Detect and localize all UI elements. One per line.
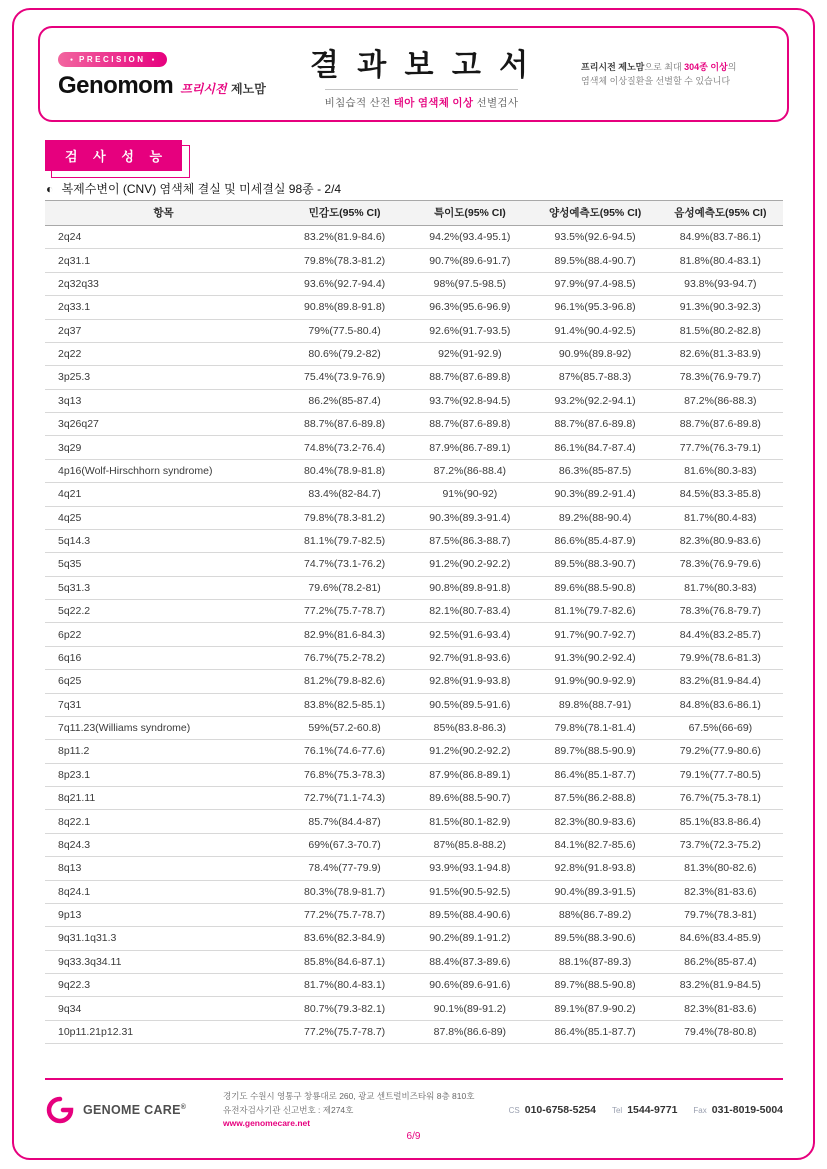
value-cell: 77.7%(76.3-79.1) — [658, 436, 783, 459]
badge-label: PRECISION — [79, 55, 146, 65]
table-row — [45, 296, 783, 319]
value-cell: 91.2%(90.2-92.2) — [407, 553, 532, 576]
table-row — [45, 693, 783, 716]
value-cell: 92%(91-92.9) — [407, 342, 532, 365]
table-row — [45, 553, 783, 576]
item-cell: 7q31 — [45, 693, 282, 716]
value-cell: 78.3%(76.9-79.6) — [658, 553, 783, 576]
brand-korean-name: 프리시전 제노맘 — [180, 82, 266, 97]
item-cell: 2q37 — [45, 319, 282, 342]
value-cell: 82.1%(80.7-83.4) — [407, 600, 532, 623]
value-cell: 80.3%(78.9-81.7) — [282, 880, 407, 903]
company-address — [223, 1090, 509, 1131]
column-header: 특이도(95% CI) — [407, 201, 532, 226]
value-cell: 77.2%(75.7-78.7) — [282, 600, 407, 623]
item-cell: 2q22 — [45, 342, 282, 365]
value-cell: 89.5%(88.3-90.6) — [533, 927, 658, 950]
value-cell: 90.4%(89.3-91.5) — [533, 880, 658, 903]
value-cell: 90.3%(89.2-91.4) — [533, 483, 658, 506]
value-cell: 79.8%(78.1-81.4) — [533, 716, 658, 739]
report-subtitle: 비침습적 산전 태아 염색체 이상 선별검사 — [325, 89, 519, 110]
performance-table-head — [45, 201, 783, 226]
value-cell: 91.4%(90.4-92.5) — [533, 319, 658, 342]
value-cell: 81.7%(80.3-83) — [658, 576, 783, 599]
table-row — [45, 1020, 783, 1043]
value-cell: 81.2%(79.8-82.6) — [282, 670, 407, 693]
half-circle-icon: ◐ — [46, 182, 54, 196]
registered-mark: ® — [180, 1104, 187, 1112]
table-row — [45, 670, 783, 693]
value-cell: 88.7%(87.6-89.8) — [658, 413, 783, 436]
section-title: 검 사 성 능 — [45, 140, 182, 171]
value-cell: 82.3%(81-83.6) — [658, 997, 783, 1020]
value-cell: 88.7%(87.6-89.8) — [533, 413, 658, 436]
value-cell: 91.2%(90.2-92.2) — [407, 740, 532, 763]
item-cell: 4p16(Wolf-Hirschhorn syndrome) — [45, 459, 282, 482]
table-row — [45, 576, 783, 599]
table-row — [45, 716, 783, 739]
value-cell: 82.3%(80.9-83.6) — [533, 810, 658, 833]
item-cell: 9q33.3q34.11 — [45, 950, 282, 973]
value-cell: 80.4%(78.9-81.8) — [282, 459, 407, 482]
value-cell: 89.8%(88.7-91) — [533, 693, 658, 716]
section-header — [45, 140, 182, 171]
item-cell: 8p11.2 — [45, 740, 282, 763]
section-title-box — [45, 140, 182, 171]
table-row — [45, 413, 783, 436]
table-row — [45, 389, 783, 412]
value-cell: 79.4%(78-80.8) — [658, 1020, 783, 1043]
table-row — [45, 950, 783, 973]
brand-block — [58, 48, 270, 101]
value-cell: 96.1%(95.3-96.8) — [533, 296, 658, 319]
value-cell: 90.9%(89.8-92) — [533, 342, 658, 365]
table-row — [45, 600, 783, 623]
precision-badge — [58, 52, 167, 67]
value-cell: 87.9%(86.7-89.1) — [407, 436, 532, 459]
item-cell: 10p11.21p12.31 — [45, 1020, 282, 1043]
table-row — [45, 927, 783, 950]
value-cell: 90.5%(89.5-91.6) — [407, 693, 532, 716]
contact-value: 1544-9771 — [627, 1104, 678, 1117]
value-cell: 91.3%(90.2-92.4) — [533, 646, 658, 669]
value-cell: 85.1%(83.8-86.4) — [658, 810, 783, 833]
value-cell: 80.6%(79.2-82) — [282, 342, 407, 365]
item-cell: 8q22.1 — [45, 810, 282, 833]
item-cell: 3q13 — [45, 389, 282, 412]
performance-table-head-row — [45, 201, 783, 226]
contact-item — [612, 1104, 677, 1116]
value-cell: 76.7%(75.2-78.2) — [282, 646, 407, 669]
value-cell: 87%(85.7-88.3) — [533, 366, 658, 389]
value-cell: 76.7%(75.3-78.1) — [658, 787, 783, 810]
table-row — [45, 436, 783, 459]
value-cell: 87.8%(86.6-89) — [407, 1020, 532, 1043]
item-cell: 8q24.3 — [45, 833, 282, 856]
value-cell: 81.6%(80.3-83) — [658, 459, 783, 482]
table-row — [45, 857, 783, 880]
value-cell: 89.5%(88.4-90.6) — [407, 903, 532, 926]
value-cell: 91.7%(90.7-92.7) — [533, 623, 658, 646]
value-cell: 92.8%(91.9-93.8) — [407, 670, 532, 693]
value-cell: 84.8%(83.6-86.1) — [658, 693, 783, 716]
value-cell: 88.7%(87.6-89.8) — [407, 413, 532, 436]
table-row — [45, 226, 783, 249]
item-cell: 3q29 — [45, 436, 282, 459]
title-block — [270, 38, 573, 111]
performance-table — [45, 200, 783, 1044]
value-cell: 96.3%(95.6-96.9) — [407, 296, 532, 319]
item-cell: 2q32q33 — [45, 272, 282, 295]
company-logo — [45, 1095, 223, 1125]
value-cell: 88.1%(87-89.3) — [533, 950, 658, 973]
value-cell: 92.5%(91.6-93.4) — [407, 623, 532, 646]
value-cell: 79.2%(77.9-80.6) — [658, 740, 783, 763]
contact-label: Tel — [611, 1106, 623, 1116]
value-cell: 89.7%(88.5-90.8) — [533, 974, 658, 997]
value-cell: 91.3%(90.3-92.3) — [658, 296, 783, 319]
table-row — [45, 366, 783, 389]
table-row — [45, 903, 783, 926]
performance-table-body — [45, 226, 783, 1044]
value-cell: 78.3%(76.9-79.7) — [658, 366, 783, 389]
value-cell: 83.4%(82-84.7) — [282, 483, 407, 506]
item-cell: 8q21.11 — [45, 787, 282, 810]
value-cell: 77.2%(75.7-78.7) — [282, 1020, 407, 1043]
table-row — [45, 810, 783, 833]
footer — [45, 1090, 783, 1131]
value-cell: 88.7%(87.6-89.8) — [407, 366, 532, 389]
item-cell: 5q22.2 — [45, 600, 282, 623]
value-cell: 90.3%(89.3-91.4) — [407, 506, 532, 529]
item-cell: 5q31.3 — [45, 576, 282, 599]
value-cell: 74.8%(73.2-76.4) — [282, 436, 407, 459]
value-cell: 89.6%(88.5-90.8) — [533, 576, 658, 599]
value-cell: 85.7%(84.4-87) — [282, 810, 407, 833]
value-cell: 82.9%(81.6-84.3) — [282, 623, 407, 646]
value-cell: 82.6%(81.3-83.9) — [658, 342, 783, 365]
value-cell: 88%(86.7-89.2) — [533, 903, 658, 926]
value-cell: 69%(67.3-70.7) — [282, 833, 407, 856]
value-cell: 86.2%(85-87.4) — [658, 950, 783, 973]
value-cell: 87.5%(86.2-88.8) — [533, 787, 658, 810]
table-row — [45, 342, 783, 365]
table-row — [45, 646, 783, 669]
value-cell: 98%(97.5-98.5) — [407, 272, 532, 295]
value-cell: 81.3%(80-82.6) — [658, 857, 783, 880]
item-cell: 8p23.1 — [45, 763, 282, 786]
value-cell: 92.6%(91.7-93.5) — [407, 319, 532, 342]
value-cell: 87.2%(86-88.3) — [658, 389, 783, 412]
value-cell: 72.7%(71.1-74.3) — [282, 787, 407, 810]
table-row — [45, 459, 783, 482]
item-cell: 5q35 — [45, 553, 282, 576]
value-cell: 84.1%(82.7-85.6) — [533, 833, 658, 856]
value-cell: 87%(85.8-88.2) — [407, 833, 532, 856]
item-cell: 6q25 — [45, 670, 282, 693]
value-cell: 79.8%(78.3-81.2) — [282, 506, 407, 529]
footer-divider — [45, 1078, 783, 1080]
value-cell: 78.4%(77-79.9) — [282, 857, 407, 880]
value-cell: 82.3%(81-83.6) — [658, 880, 783, 903]
value-cell: 87.5%(86.3-88.7) — [407, 529, 532, 552]
value-cell: 91%(90-92) — [407, 483, 532, 506]
item-cell: 9q31.1q31.3 — [45, 927, 282, 950]
value-cell: 89.5%(88.4-90.7) — [533, 249, 658, 272]
value-cell: 87.2%(86-88.4) — [407, 459, 532, 482]
value-cell: 90.6%(89.6-91.6) — [407, 974, 532, 997]
value-cell: 89.2%(88-90.4) — [533, 506, 658, 529]
value-cell: 93.5%(92.6-94.5) — [533, 226, 658, 249]
value-cell: 84.6%(83.4-85.9) — [658, 927, 783, 950]
item-cell: 6p22 — [45, 623, 282, 646]
table-row — [45, 506, 783, 529]
value-cell: 81.1%(79.7-82.6) — [533, 600, 658, 623]
table-row — [45, 319, 783, 342]
contact-item — [509, 1104, 596, 1116]
value-cell: 93.8%(93-94.7) — [658, 272, 783, 295]
item-cell: 3p25.3 — [45, 366, 282, 389]
value-cell: 89.6%(88.5-90.7) — [407, 787, 532, 810]
value-cell: 86.4%(85.1-87.7) — [533, 763, 658, 786]
value-cell: 90.7%(89.6-91.7) — [407, 249, 532, 272]
value-cell: 79%(77.5-80.4) — [282, 319, 407, 342]
value-cell: 79.1%(77.7-80.5) — [658, 763, 783, 786]
table-row — [45, 880, 783, 903]
website-link[interactable]: www.genomecare.net — [223, 1118, 311, 1129]
table-row — [45, 974, 783, 997]
value-cell: 83.2%(81.9-84.6) — [282, 226, 407, 249]
value-cell: 94.2%(93.4-95.1) — [407, 226, 532, 249]
header-description: 프리시전 제노맘으로 최대 304종 이상의 염색체 이상질환을 선별할 수 있습니다 — [581, 61, 737, 86]
value-cell: 97.9%(97.4-98.5) — [533, 272, 658, 295]
item-cell: 9q22.3 — [45, 974, 282, 997]
table-caption — [46, 180, 341, 197]
report-header — [38, 26, 789, 122]
item-cell: 9p13 — [45, 903, 282, 926]
value-cell: 81.7%(80.4-83.1) — [282, 974, 407, 997]
value-cell: 86.3%(85-87.5) — [533, 459, 658, 482]
value-cell: 83.8%(82.5-85.1) — [282, 693, 407, 716]
company-name: GENOME CARE® — [83, 1103, 187, 1118]
value-cell: 87.9%(86.8-89.1) — [407, 763, 532, 786]
contact-label: Fax — [693, 1106, 707, 1116]
value-cell: 80.7%(79.3-82.1) — [282, 997, 407, 1020]
value-cell: 91.5%(90.5-92.5) — [407, 880, 532, 903]
value-cell: 67.5%(66-69) — [658, 716, 783, 739]
value-cell: 77.2%(75.7-78.7) — [282, 903, 407, 926]
value-cell: 85.8%(84.6-87.1) — [282, 950, 407, 973]
value-cell: 92.7%(91.8-93.6) — [407, 646, 532, 669]
badge-dot-icon: ● — [151, 56, 155, 63]
badge-dot-icon: ● — [70, 56, 74, 63]
item-cell: 2q31.1 — [45, 249, 282, 272]
value-cell: 86.4%(85.1-87.7) — [533, 1020, 658, 1043]
value-cell: 81.5%(80.1-82.9) — [407, 810, 532, 833]
value-cell: 90.8%(89.8-91.8) — [282, 296, 407, 319]
table-row — [45, 787, 783, 810]
item-cell: 9q34 — [45, 997, 282, 1020]
table-caption-text: 복제수변이 (CNV) 염색체 결실 및 미세결실 98종 - 2/4 — [61, 182, 342, 196]
value-cell: 79.8%(78.3-81.2) — [282, 249, 407, 272]
column-header-item: 항목 — [45, 201, 282, 226]
value-cell: 79.9%(78.6-81.3) — [658, 646, 783, 669]
contact-item — [693, 1104, 783, 1116]
value-cell: 86.2%(85-87.4) — [282, 389, 407, 412]
value-cell: 83.2%(81.9-84.4) — [658, 670, 783, 693]
genome-care-logo-icon — [45, 1095, 75, 1125]
brand-line — [58, 72, 270, 100]
table-row — [45, 763, 783, 786]
value-cell: 78.3%(76.8-79.7) — [658, 600, 783, 623]
value-cell: 75.4%(73.9-76.9) — [282, 366, 407, 389]
item-cell: 8q24.1 — [45, 880, 282, 903]
contact-value: 010-6758-5254 — [524, 1104, 596, 1117]
value-cell: 83.2%(81.9-84.5) — [658, 974, 783, 997]
value-cell: 93.6%(92.7-94.4) — [282, 272, 407, 295]
brand-logo-text: Genomom — [58, 72, 174, 100]
value-cell: 91.9%(90.9-92.9) — [533, 670, 658, 693]
report-title: 결 과 보 고 서 — [309, 48, 534, 82]
value-cell: 93.2%(92.2-94.1) — [533, 389, 658, 412]
value-cell: 84.4%(83.2-85.7) — [658, 623, 783, 646]
value-cell: 84.9%(83.7-86.1) — [658, 226, 783, 249]
value-cell: 89.1%(87.9-90.2) — [533, 997, 658, 1020]
table-row — [45, 833, 783, 856]
value-cell: 83.6%(82.3-84.9) — [282, 927, 407, 950]
value-cell: 90.2%(89.1-91.2) — [407, 927, 532, 950]
value-cell: 86.1%(84.7-87.4) — [533, 436, 658, 459]
item-cell: 7q11.23(Williams syndrome) — [45, 716, 282, 739]
item-cell: 2q33.1 — [45, 296, 282, 319]
table-row — [45, 623, 783, 646]
value-cell: 81.5%(80.2-82.8) — [658, 319, 783, 342]
address-line2: 유전자검사기관 신고번호 : 제274호 — [223, 1104, 354, 1115]
value-cell: 88.7%(87.6-89.8) — [282, 413, 407, 436]
value-cell: 81.1%(79.7-82.5) — [282, 529, 407, 552]
address-line1: 경기도 수원시 영통구 창룡대로 260, 광교 센트럴비즈타워 8층 810호 — [223, 1091, 475, 1101]
table-row — [45, 272, 783, 295]
item-cell: 4q25 — [45, 506, 282, 529]
value-cell: 93.7%(92.8-94.5) — [407, 389, 532, 412]
value-cell: 79.6%(78.2-81) — [282, 576, 407, 599]
item-cell: 3q26q27 — [45, 413, 282, 436]
value-cell: 84.5%(83.3-85.8) — [658, 483, 783, 506]
contact-value: 031-8019-5004 — [711, 1104, 783, 1117]
value-cell: 81.8%(80.4-83.1) — [658, 249, 783, 272]
column-header: 음성예측도(95% CI) — [658, 201, 783, 226]
value-cell: 85%(83.8-86.3) — [407, 716, 532, 739]
table-row — [45, 529, 783, 552]
item-cell: 2q24 — [45, 226, 282, 249]
item-cell: 6q16 — [45, 646, 282, 669]
table-row — [45, 740, 783, 763]
value-cell: 76.1%(74.6-77.6) — [282, 740, 407, 763]
contact-list — [509, 1104, 783, 1116]
table-row — [45, 249, 783, 272]
value-cell: 76.8%(75.3-78.3) — [282, 763, 407, 786]
value-cell: 93.9%(93.1-94.8) — [407, 857, 532, 880]
value-cell: 92.8%(91.8-93.8) — [533, 857, 658, 880]
item-cell: 4q21 — [45, 483, 282, 506]
value-cell: 90.1%(89-91.2) — [407, 997, 532, 1020]
page-number: 6/9 — [406, 1131, 421, 1142]
column-header: 양성예측도(95% CI) — [533, 201, 658, 226]
table-row — [45, 483, 783, 506]
value-cell: 81.7%(80.4-83) — [658, 506, 783, 529]
column-header: 민감도(95% CI) — [282, 201, 407, 226]
table-row — [45, 997, 783, 1020]
item-cell: 8q13 — [45, 857, 282, 880]
value-cell: 89.7%(88.5-90.9) — [533, 740, 658, 763]
value-cell: 82.3%(80.9-83.6) — [658, 529, 783, 552]
value-cell: 74.7%(73.1-76.2) — [282, 553, 407, 576]
item-cell: 5q14.3 — [45, 529, 282, 552]
value-cell: 88.4%(87.3-89.6) — [407, 950, 532, 973]
value-cell: 86.6%(85.4-87.9) — [533, 529, 658, 552]
value-cell: 59%(57.2-60.8) — [282, 716, 407, 739]
contact-label: CS — [508, 1106, 520, 1116]
value-cell: 73.7%(72.3-75.2) — [658, 833, 783, 856]
value-cell: 79.7%(78.3-81) — [658, 903, 783, 926]
value-cell: 90.8%(89.8-91.8) — [407, 576, 532, 599]
value-cell: 89.5%(88.3-90.7) — [533, 553, 658, 576]
